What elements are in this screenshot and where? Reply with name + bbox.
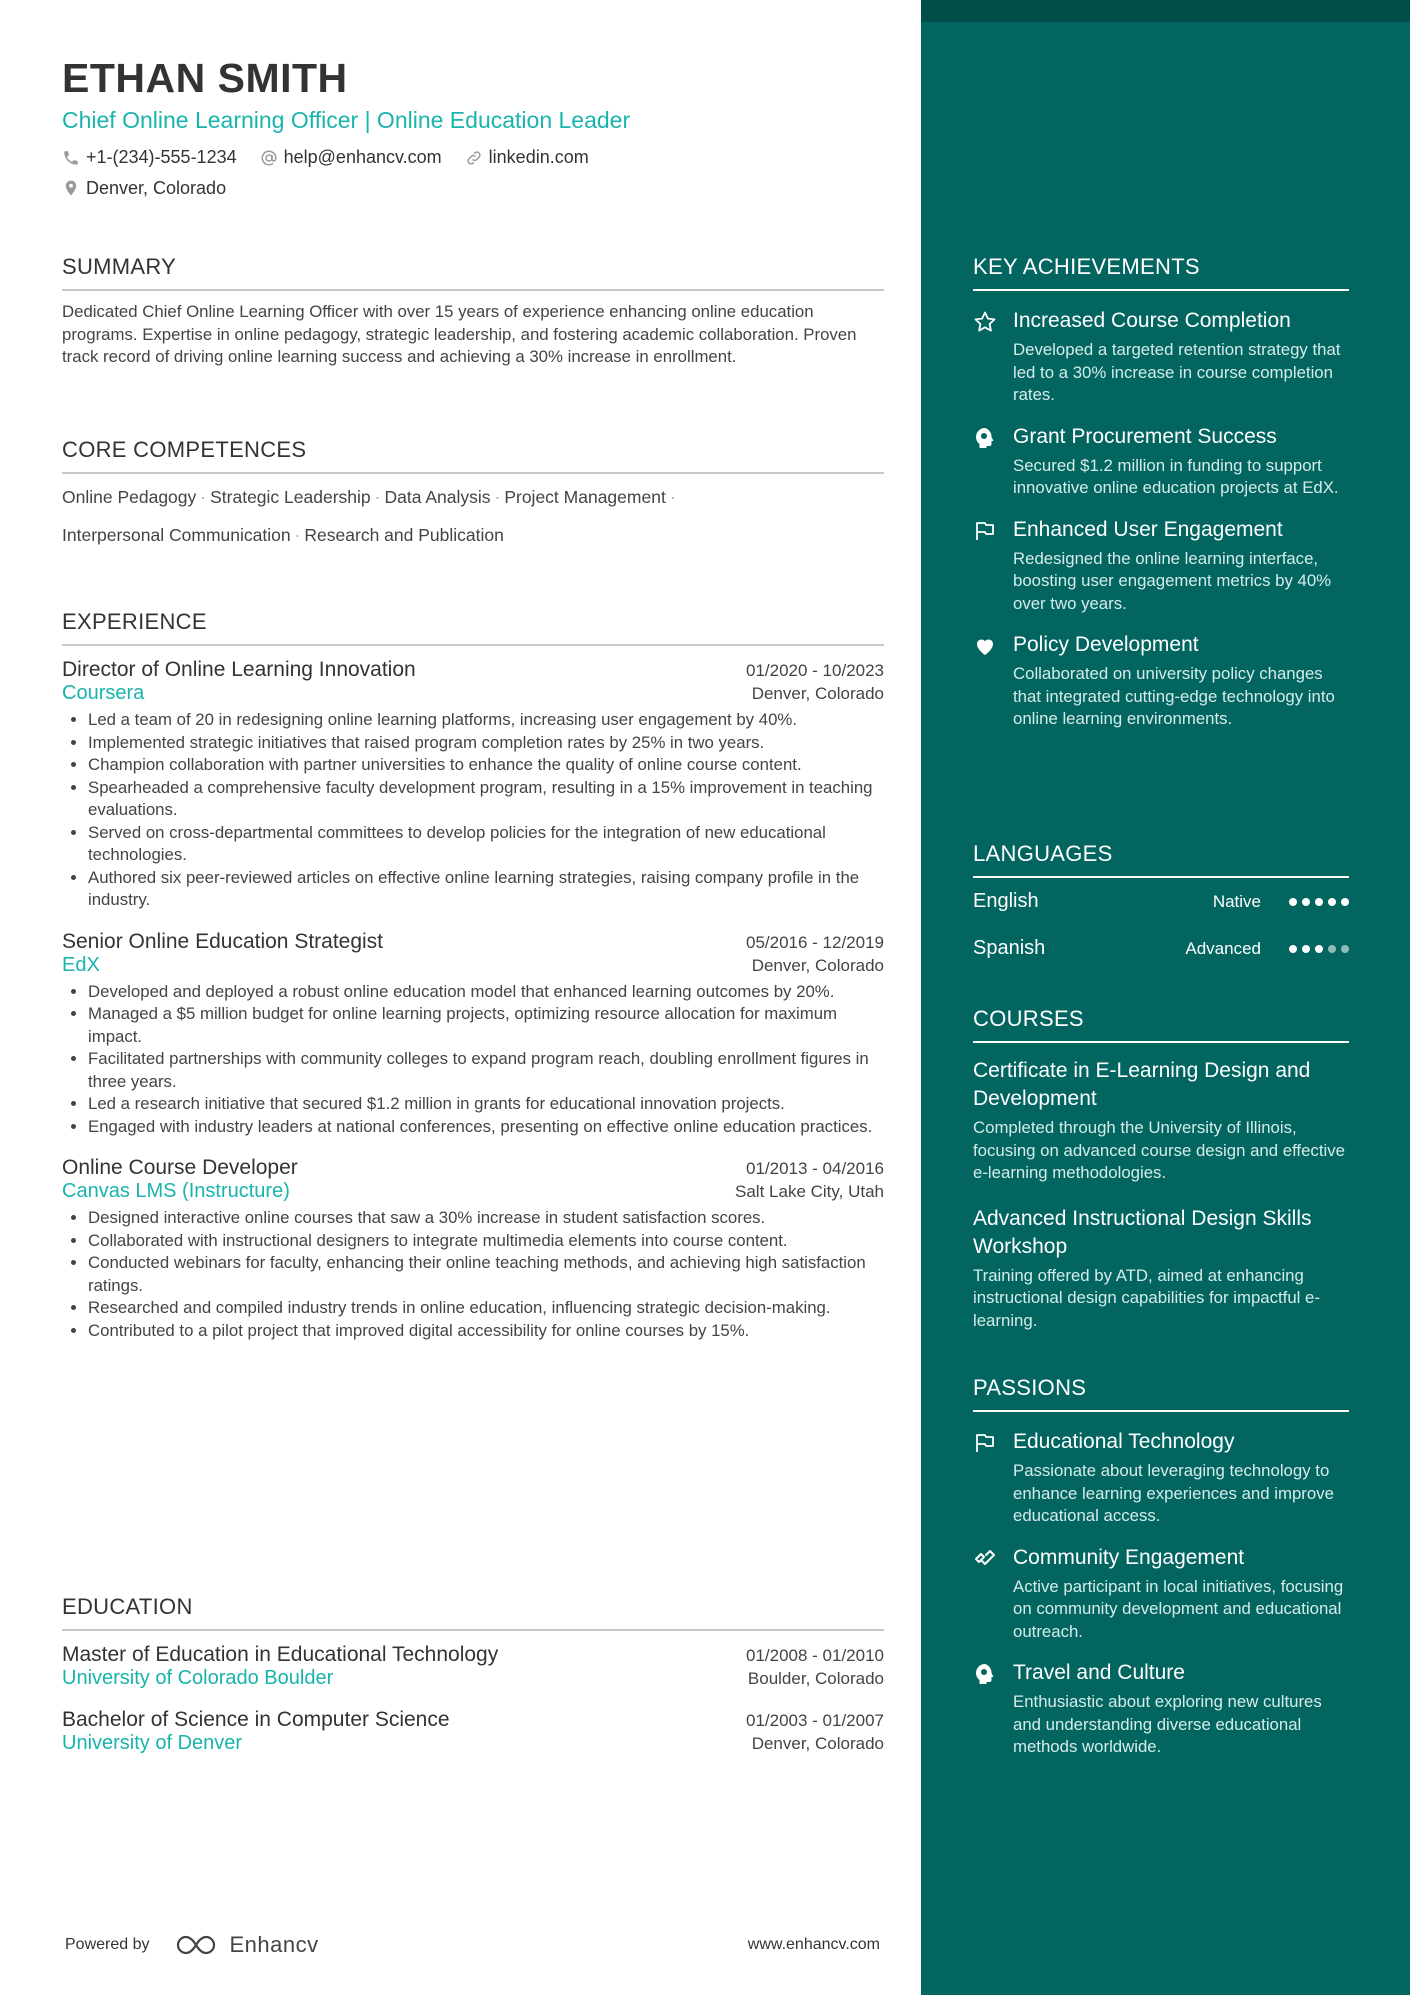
bullet-item: • Facilitated partnerships with community colleges to expand program reach, doubling enrollment figures in three years.	[88, 1048, 884, 1093]
school-name: University of Colorado Boulder	[62, 1667, 334, 1689]
education-dates: 01/2003 - 01/2007	[745, 1711, 884, 1730]
school-name: University of Denver	[62, 1732, 243, 1754]
achievement-desc: Redesigned the online learning interface, boosting user engagement metrics by 40% over two years.	[1013, 548, 1332, 613]
passions-section	[973, 1375, 1349, 1759]
achievement-title: Grant Procurement Success	[1013, 424, 1277, 448]
job-title: Online Course Developer	[62, 1156, 298, 1179]
bullet-item: • Led a research initiative that secured $1.2 million in grants for educational innovation projects.	[88, 1093, 884, 1116]
languages-heading: LANGUAGES	[973, 841, 1349, 878]
bullet-item: • Engaged with industry leaders at national conferences, presenting on effective online education practices.	[88, 1116, 884, 1139]
contact-location	[62, 175, 226, 202]
achievement-item	[973, 516, 1349, 616]
brand-name: Enhancv	[229, 1932, 319, 1957]
contact-linkedin[interactable]	[465, 144, 589, 171]
job-dates: 01/2013 - 04/2016	[745, 1159, 884, 1178]
achievement-item	[973, 423, 1349, 500]
bullet-item: • Spearheaded a comprehensive faculty development program, resulting in a 15% improvement in teaching evaluations.	[88, 777, 884, 822]
passions-heading: PASSIONS	[973, 1375, 1349, 1412]
job-entry	[62, 930, 884, 1139]
achievement-desc: Developed a targeted retention strategy that led to a 30% increase in course completion rates.	[1013, 340, 1341, 404]
job-bullets	[62, 981, 884, 1139]
course-desc: Completed through the University of Illinois, focusing on advanced course design and effective e-learning methodologies.	[973, 1118, 1345, 1182]
course-title: Certificate in E-Learning Design and Development	[973, 1059, 1311, 1110]
passion-desc: Enthusiastic about exploring new cultures and understanding diverse educational methods worldwide.	[1013, 1692, 1322, 1756]
bullet-item: • Managed a $5 million budget for online learning projects, optimizing resource allocation for maximum impact.	[88, 1003, 884, 1048]
bullet-item: • Developed and deployed a robust online education model that enhanced learning outcomes by 20%.	[88, 981, 884, 1004]
job-bullets	[62, 709, 884, 912]
competence-item: Project Management	[504, 487, 666, 507]
competence-item: Interpersonal Communication	[62, 525, 291, 545]
company-name: Coursera	[62, 682, 145, 704]
heart-icon	[973, 634, 997, 658]
header	[62, 50, 884, 205]
experience-section	[62, 609, 884, 1342]
education-location: Denver, Colorado	[751, 1734, 884, 1753]
job-title: Senior Online Education Strategist	[62, 929, 384, 953]
bullet-item: • Collaborated with instructional designers to integrate multimedia elements into course content.	[88, 1230, 884, 1253]
language-row	[973, 878, 1349, 925]
job-location: Salt Lake City, Utah	[735, 1182, 884, 1201]
competences-line-1: Online Pedagogy · Strategic Leadership · Data Analysis · Project Management ·	[62, 487, 676, 507]
education-heading: EDUCATION	[62, 1594, 884, 1631]
passion-item	[973, 1544, 1349, 1644]
experience-heading: EXPERIENCE	[62, 609, 884, 646]
footer	[65, 1932, 880, 1958]
email-text: help@enhancv.com	[283, 147, 442, 167]
language-proficiency-dots	[1289, 945, 1349, 953]
job-location: Denver, Colorado	[751, 955, 884, 975]
language-level: Native	[1212, 891, 1261, 911]
degree-title: Master of Education in Educational Technology	[62, 1643, 499, 1666]
language-row	[973, 925, 1349, 972]
footer-website-link[interactable]: www.enhancv.com	[747, 1936, 880, 1953]
job-location: Denver, Colorado	[751, 684, 884, 703]
contact-info	[62, 144, 884, 205]
passion-item	[973, 1428, 1349, 1528]
education-location: Boulder, Colorado	[747, 1669, 884, 1688]
link-icon	[465, 149, 483, 167]
contact-phone[interactable]	[62, 144, 237, 171]
bullet-item: • Conducted webinars for faculty, enhancing their online teaching methods, and achieving high satisfaction ratings.	[88, 1252, 884, 1297]
bullet-item: • Implemented strategic initiatives that raised program completion rates by 25% in two years.	[88, 732, 884, 755]
achievement-title: Policy Development	[1013, 633, 1199, 656]
competence-item: Data Analysis	[384, 487, 491, 507]
flag-icon	[973, 1431, 997, 1455]
courses-section	[973, 1006, 1349, 1332]
candidate-title: Chief Online Learning Officer | Online Education Leader	[62, 107, 631, 133]
company-name: EdX	[62, 953, 100, 976]
phone-icon	[62, 149, 80, 167]
language-level: Advanced	[1185, 938, 1261, 958]
education-dates: 01/2008 - 01/2010	[745, 1646, 884, 1665]
job-title: Director of Online Learning Innovation	[62, 658, 416, 681]
course-item	[973, 1057, 1349, 1185]
bullet-item: • Served on cross-departmental committees to develop policies for the integration of new educational technologies.	[88, 822, 884, 867]
bullet-item: • Designed interactive online courses that saw a 30% increase in student satisfaction scores.	[88, 1207, 884, 1230]
education-entry	[62, 1643, 884, 1690]
competences-section	[62, 437, 884, 554]
summary-heading: SUMMARY	[62, 254, 884, 291]
bullet-item: • Authored six peer-reviewed articles on effective online learning strategies, raising company profile in the industry.	[88, 867, 884, 912]
competence-item: Strategic Leadership	[210, 487, 371, 507]
star-icon	[973, 310, 997, 334]
bullet-item: • Contributed to a pilot project that improved digital accessibility for online courses by 15%.	[88, 1320, 884, 1343]
phone-text: +1-(234)-555-1234	[86, 147, 237, 167]
achievements-heading: KEY ACHIEVEMENTS	[973, 254, 1349, 291]
summary-section	[62, 254, 884, 369]
job-dates: 05/2016 - 12/2019	[745, 932, 884, 952]
passion-title: Community Engagement	[1013, 1545, 1245, 1569]
hands-icon	[973, 1547, 997, 1571]
language-proficiency-dots	[1289, 898, 1349, 906]
competence-item: Research and Publication	[304, 525, 504, 545]
passion-item	[973, 1659, 1349, 1759]
competence-item: Online Pedagogy	[62, 487, 197, 507]
bullet-item: • Researched and compiled industry trends in online education, influencing strategic decision-making.	[88, 1297, 884, 1320]
job-entry	[62, 658, 884, 912]
bullet-item: • Champion collaboration with partner universities to enhance the quality of online course content.	[88, 754, 884, 777]
passion-title: Travel and Culture	[1013, 1661, 1185, 1684]
competences-heading: CORE COMPETENCES	[62, 437, 884, 474]
achievement-item	[973, 631, 1349, 731]
powered-by-text: Powered by	[65, 1936, 150, 1953]
passion-title: Educational Technology	[1013, 1430, 1235, 1453]
location-text: Denver, Colorado	[86, 177, 227, 198]
summary-text: Dedicated Chief Online Learning Officer with over 15 years of experience enhancing online education programs. Expertise in online pedagogy, strategic leadership, and fostering academic collaboration. Proven track record of driving online learning success and achieving a 30% increase in enrollment.	[62, 302, 857, 366]
job-bullets	[62, 1207, 884, 1342]
degree-title: Bachelor of Science in Computer Science	[62, 1708, 450, 1731]
education-entry	[62, 1708, 884, 1755]
flag-icon	[973, 519, 997, 543]
competences-line-2: Interpersonal Communication · Research and Publication	[62, 525, 504, 545]
passion-desc: Passionate about leveraging technology to enhance learning experiences and improve educational access.	[1013, 1461, 1334, 1525]
brain-icon	[973, 1662, 997, 1686]
course-desc: Training offered by ATD, aimed at enhancing instructional design capabilities for impactful e-learning.	[973, 1265, 1320, 1330]
brain-icon	[973, 426, 997, 450]
job-entry	[62, 1156, 884, 1342]
linkedin-text: linkedin.com	[488, 147, 589, 167]
at-icon	[260, 149, 278, 167]
job-dates: 01/2020 - 10/2023	[745, 661, 884, 680]
course-item	[973, 1205, 1349, 1333]
achievement-title: Enhanced User Engagement	[1013, 517, 1283, 541]
achievement-desc: Secured $1.2 million in funding to support innovative online education projects at EdX.	[1013, 455, 1339, 497]
courses-heading: COURSES	[973, 1006, 1349, 1043]
language-name: Spanish	[973, 937, 1046, 959]
contact-email[interactable]	[260, 144, 442, 171]
course-title: Advanced Instructional Design Skills Workshop	[973, 1206, 1312, 1258]
language-name: English	[973, 890, 1039, 912]
achievement-desc: Collaborated on university policy changes that integrated cutting-edge technology into online learning environments.	[1013, 664, 1335, 728]
sidebar-top-band	[921, 0, 1410, 22]
achievement-title: Increased Course Completion	[1013, 309, 1291, 332]
enhancv-logo-icon	[176, 1932, 222, 1958]
achievements-section	[973, 254, 1349, 731]
bullet-item: • Led a team of 20 in redesigning online learning platforms, increasing user engagement by 40%.	[88, 709, 884, 732]
company-name: Canvas LMS (Instructure)	[62, 1180, 290, 1202]
sidebar	[921, 0, 1410, 1995]
passion-desc: Active participant in local initiatives, focusing on community development and educational outreach.	[1013, 1576, 1344, 1641]
achievement-item	[973, 307, 1349, 407]
education-section	[62, 1594, 884, 1755]
languages-section	[973, 841, 1349, 972]
candidate-name: ETHAN SMITH	[62, 55, 348, 101]
location-pin-icon	[62, 179, 80, 197]
